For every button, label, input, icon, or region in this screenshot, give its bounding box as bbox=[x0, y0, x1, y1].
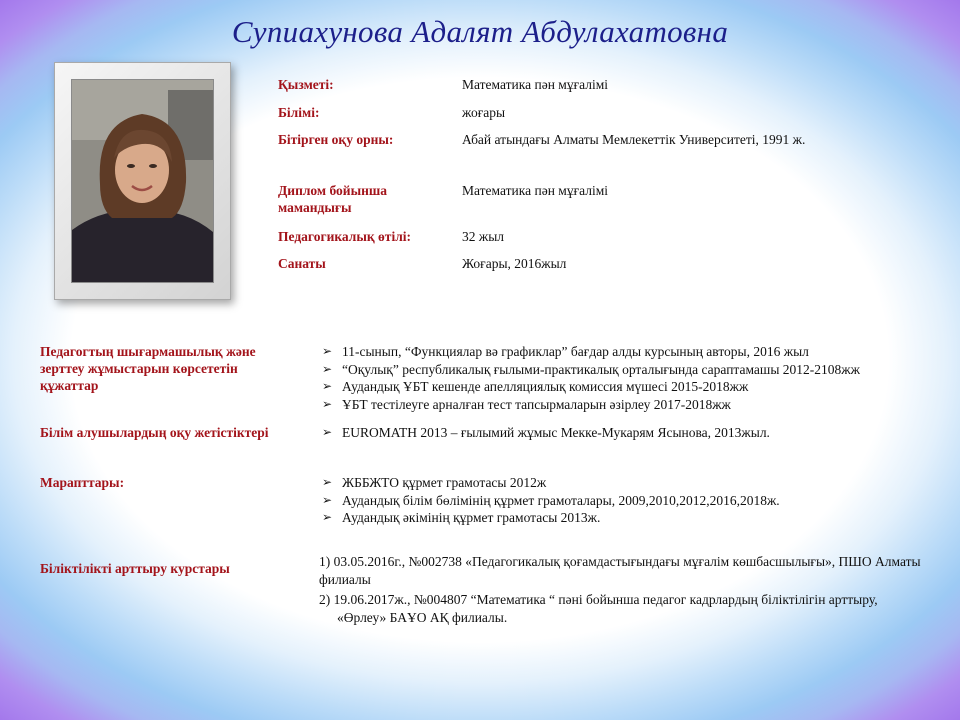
list-item: ➢ “Оқулық” республикалық ғылыми-практикалық орталығында сараптамашы 2012-2108жж bbox=[322, 361, 860, 377]
list-item: ➢ Аудандық ҰБТ кешенде апелляциялық комиссия мүшесі 2015-2018жж bbox=[322, 379, 749, 394]
list-item: ➢ Аудандық әкімінің құрмет грамотасы 2013ж. bbox=[322, 510, 601, 525]
info-label: Білімі: bbox=[278, 105, 320, 120]
list-item: ➢ EUROMATH 2013 – ғылымий жұмыс Мекке-Мукарям Ясынова, 2013жыл. bbox=[322, 425, 770, 440]
info-label: Қызметі: bbox=[278, 77, 334, 92]
info-value: 32 жыл bbox=[462, 229, 505, 244]
info-label: Педагогикалық өтілі: bbox=[278, 229, 412, 244]
research-list bbox=[322, 343, 942, 413]
achievements-section-label: Білім алушылардың оқу жетістіктері bbox=[40, 425, 269, 440]
courses-list bbox=[319, 553, 929, 627]
awards-list bbox=[322, 474, 942, 527]
arrow-bullet-icon: ➢ bbox=[322, 361, 333, 376]
list-item: ➢ ҰБТ тестілеуге арналған тест тапсырмаларын әзірлеу 2017-2018жж bbox=[322, 396, 731, 412]
info-value: Абай атындағы Алматы Мемлекеттік Университеті, 1991 ж. bbox=[462, 132, 806, 147]
course-number: 2) bbox=[319, 592, 331, 607]
course-text: 03.05.2016г., №002738 «Педагогикалық қоғамдастығындағы мұғалім көшбасшылығы», ПШО Алматы филиалы bbox=[319, 554, 921, 587]
arrow-bullet-icon: ➢ bbox=[322, 344, 333, 358]
list-item: ➢ 11-сынып, “Функциялар вә графиклар” бағдар алды курсының авторы, 2016 жыл bbox=[322, 344, 809, 359]
research-section-label: Педагогтың шығармашылық және зерттеу жұмыстарын көрсететін құжаттар bbox=[40, 344, 256, 393]
info-value: Математика пән мұғалімі bbox=[462, 183, 609, 198]
course-number: 1) bbox=[319, 554, 331, 569]
arrow-bullet-icon: ➢ bbox=[322, 379, 333, 393]
course-item bbox=[319, 553, 929, 589]
info-label: Бітірген оқу орны: bbox=[278, 132, 394, 147]
arrow-bullet-icon: ➢ bbox=[322, 425, 333, 439]
portrait-image bbox=[72, 80, 213, 282]
page-title: Супиахунова Адалят Абдулахатовна bbox=[231, 14, 729, 49]
awards-section-label: Марапттары: bbox=[40, 475, 125, 490]
info-label: Санаты bbox=[278, 256, 326, 271]
portrait-photo bbox=[71, 79, 214, 283]
info-value: Жоғары, 2016жыл bbox=[462, 256, 567, 271]
courses-section-label: Біліктілікті арттыру курстары bbox=[40, 561, 230, 576]
course-text: 19.06.2017ж., №004807 “Математика “ пәні бойынша педагог кадрлардың біліктілігін арттыру, «Өрлеу» БАҰО АҚ филиалы. bbox=[333, 592, 878, 625]
achievements-list bbox=[322, 424, 942, 442]
arrow-bullet-icon: ➢ bbox=[322, 396, 333, 411]
arrow-bullet-icon: ➢ bbox=[322, 510, 333, 524]
arrow-bullet-icon: ➢ bbox=[322, 475, 333, 489]
list-item: ➢ Аудандық білім бөлімінің құрмет грамоталары, 2009,2010,2012,2016,2018ж. bbox=[322, 492, 780, 508]
info-value: жоғары bbox=[462, 105, 506, 120]
list-item: ➢ ЖББЖТО құрмет грамотасы 2012ж bbox=[322, 475, 547, 490]
course-item bbox=[319, 591, 929, 627]
photo-frame bbox=[54, 62, 231, 300]
arrow-bullet-icon: ➢ bbox=[322, 492, 333, 507]
info-value: Математика пән мұғалімі bbox=[462, 77, 609, 92]
info-label: Диплом бойынша мамандығы bbox=[278, 183, 388, 215]
